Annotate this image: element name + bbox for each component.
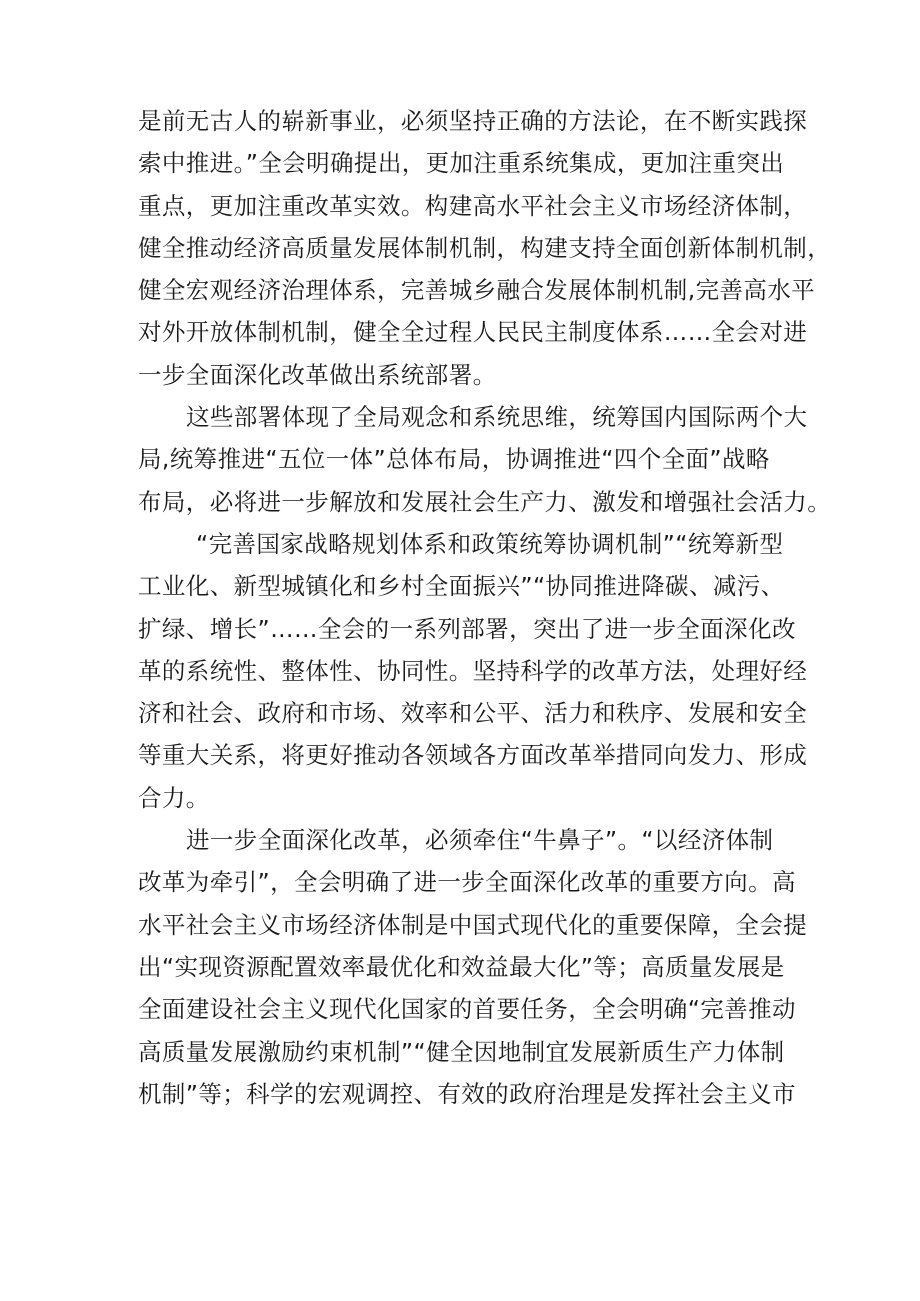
paragraph-2 — [138, 396, 832, 523]
text-line: 全面建设社会主义现代化国家的首要任务，全会明确“完善推动 — [138, 995, 796, 1024]
text-line: 济和社会、政府和市场、效率和公平、活力和秩序、发展和安全 — [138, 699, 808, 728]
text-line: 扩绿、增长”……全会的一系列部署，突出了进一步全面深化改 — [138, 614, 796, 643]
text-line: 布局，必将进一步解放和发展社会生产力、激发和增强社会活力。 — [138, 487, 832, 516]
text-line: 出“实现资源配置效率最优化和效益最大化”等；高质量发展是 — [138, 952, 785, 981]
text-line: 高质量发展激励约束机制”“健全因地制宜发展新质生产力体制 — [138, 1037, 785, 1066]
text-line: 水平社会主义市场经济体制是中国式现代化的重要保障，全会提 — [138, 910, 808, 939]
text-line: 机制”等；科学的宏观调控、有效的政府治理是发挥社会主义市 — [138, 1079, 796, 1108]
text-line: 健全推动经济高质量发展体制机制，构建支持全面创新体制机制， — [138, 233, 832, 262]
text-line: “完善国家战略规划体系和政策统筹协调机制”“统筹新型 — [196, 529, 784, 558]
text-line: 索中推进。”全会明确提出，更加注重系统集成，更加注重突出 — [138, 149, 785, 178]
text-line: 进一步全面深化改革，必须牵住“牛鼻子”。“以经济体制 — [186, 826, 774, 855]
text-line: 等重大关系，将更好推动各领域各方面改革举措同向发力、形成 — [138, 741, 808, 770]
text-line: 对外开放体制机制，健全全过程人民民主制度体系……全会对进 — [138, 318, 808, 347]
text-line: 是前无古人的崭新事业，必须坚持正确的方法论，在不断实践探 — [138, 107, 808, 135]
article-body — [138, 100, 832, 1115]
paragraph-1 — [138, 100, 832, 396]
text-line: 工业化、新型城镇化和乡村全面振兴”“协同推进降碳、减污、 — [138, 572, 785, 601]
text-line: 局,统筹推进“五位一体”总体布局，协调推进“四个全面”战略 — [138, 445, 770, 474]
text-line: 这些部署体现了全局观念和系统思维，统筹国内国际两个大 — [186, 403, 808, 432]
text-line: 合力。 — [138, 783, 210, 812]
paragraph-4 — [138, 819, 808, 1115]
paragraph-3 — [138, 523, 808, 819]
text-line: 一步全面深化改革做出系统部署。 — [138, 360, 497, 389]
text-line: 重点，更加注重改革实效。构建高水平社会主义市场经济体制， — [138, 191, 808, 220]
text-line: 革的系统性、整体性、协同性。坚持科学的改革方法，处理好经 — [138, 656, 808, 685]
text-line: 改革为牵引”，全会明确了进一步全面深化改革的重要方向。高 — [138, 868, 796, 897]
text-line: 健全宏观经济治理体系，完善城乡融合发展体制机制,完善高水平 — [138, 276, 816, 305]
